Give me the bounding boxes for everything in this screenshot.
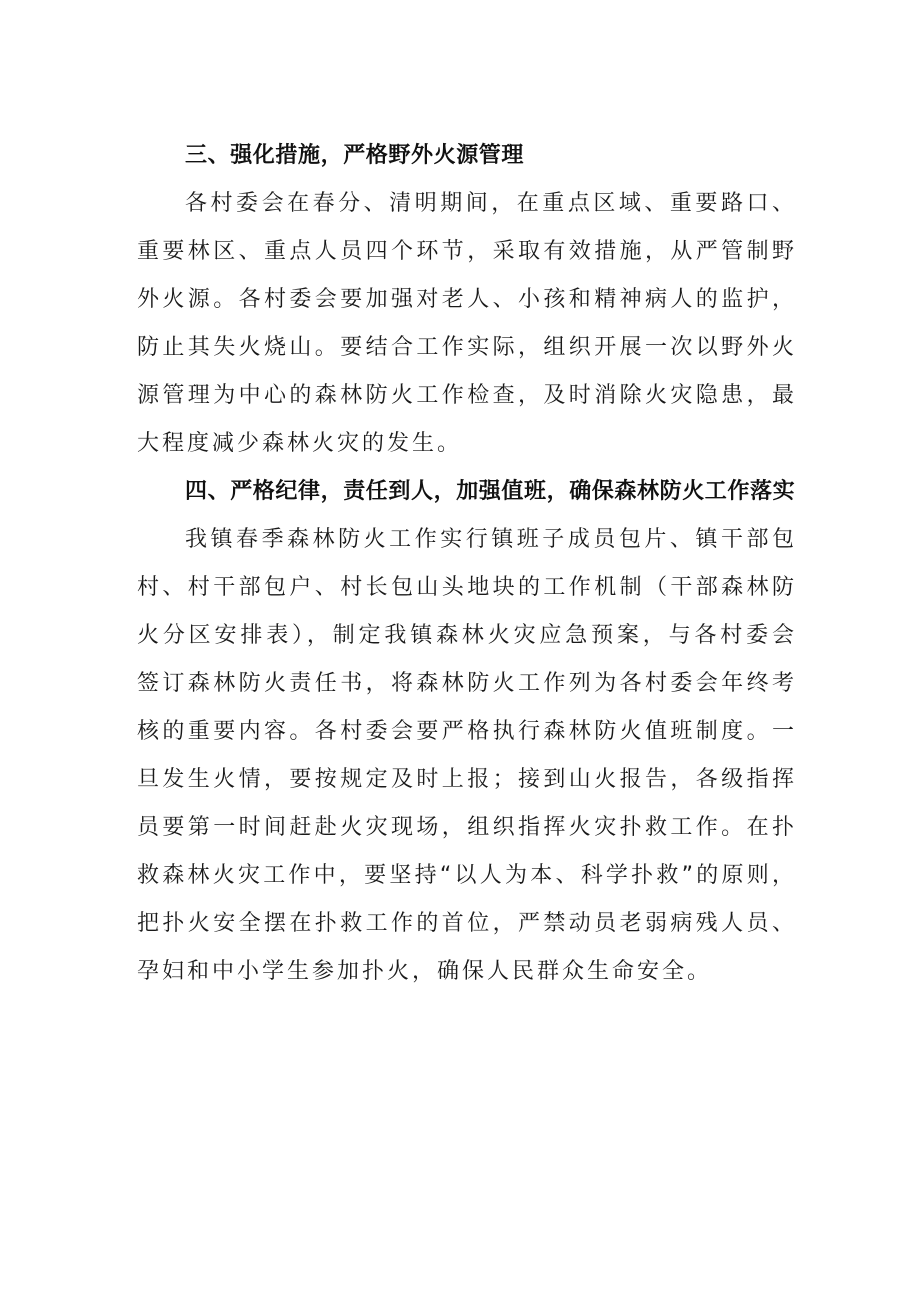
section-4-heading: 四、严格纪律，责任到人，加强值班，确保森林防火工作落实	[185, 479, 796, 504]
section-3-paragraph: 各村委会在春分、清明期间，在重点区域、重要路口、重要林区、重点人员四个环节，采取有效措施，从严管制野外火源。各村委会要加强对老人、小孩和精神病人的监护，防止其失火烧山。要结合工作实际，组织开展一次以野外火源管理为中心的森林防火工作检查，及时消除火灾隐患，最大程度减少森林火灾的发生。	[137, 191, 797, 456]
section-3-heading: 三、强化措施，严格野外火源管理	[185, 143, 525, 168]
section-4-paragraph: 我镇春季森林防火工作实行镇班子成员包片、镇干部包村、村干部包户、村长包山头地块的工作机制（干部森林防火分区安排表），制定我镇森林火灾应急预案，与各村委会签订森林防火责任书，将森林防火工作列为各村委会年终考核的重要内容。各村委会要严格执行森林防火值班制度。一旦发生火情，要按规定及时上报；接到山火报告，各级指挥员要第一时间赶赴火灾现场，组织指挥火灾扑救工作。在扑救森林火灾工作中，要坚持“以人为本、科学扑救”的原则，把扑火安全摆在扑救工作的首位，严禁动员老弱病残人员、孕妇和中小学生参加扑火，确保人民群众生命安全。	[137, 527, 797, 984]
document-body	[137, 132, 797, 996]
